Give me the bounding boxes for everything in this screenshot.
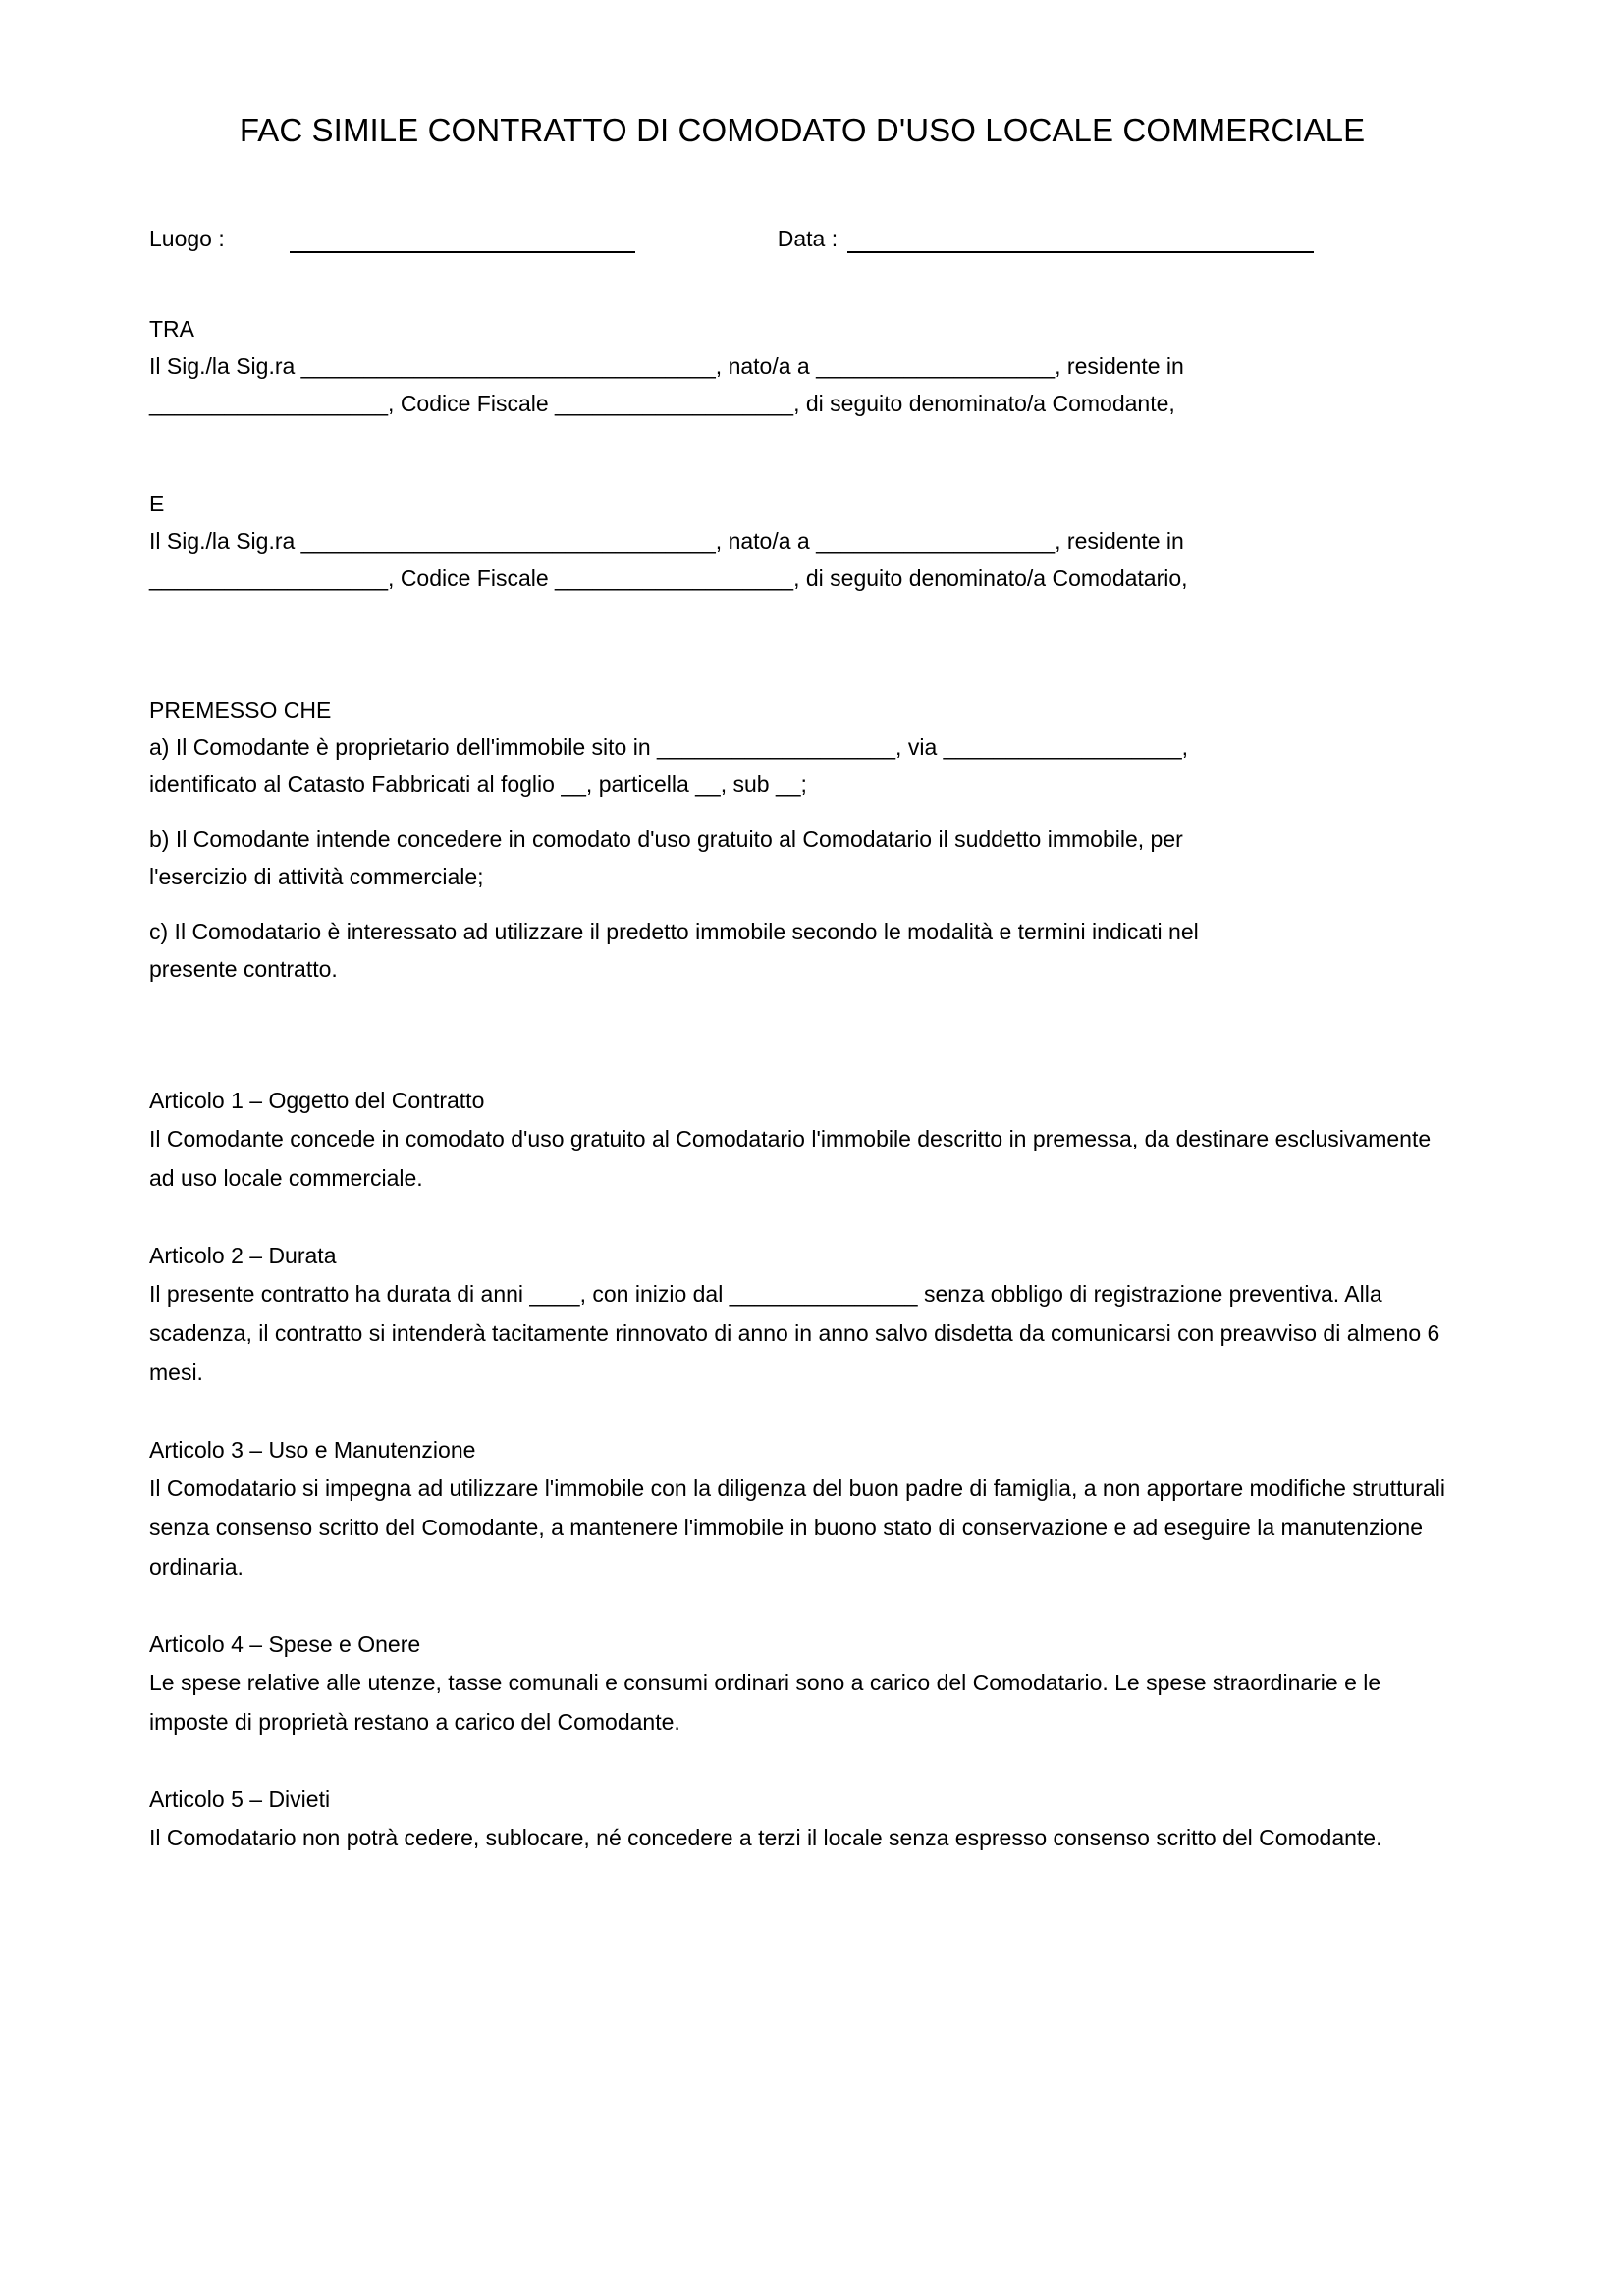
article-5	[149, 1781, 1455, 1857]
premesso-heading: PREMESSO CHE	[149, 697, 332, 722]
data-field[interactable]	[778, 224, 1314, 253]
e-section	[149, 485, 1455, 597]
comodatario-line-2: ___________________, Codice Fiscale ___________________, di seguito denominato/a Comodatario,	[149, 565, 1188, 591]
article-4-heading: Articolo 4 – Spese e Onere	[149, 1631, 421, 1657]
spacer	[149, 1586, 1455, 1626]
luogo-input-rule[interactable]	[290, 230, 635, 253]
page-title: FAC SIMILE CONTRATTO DI COMODATO D'USO LOCALE COMMERCIALE	[239, 112, 1366, 148]
e-label: E	[149, 491, 165, 516]
spacer	[149, 1198, 1455, 1237]
premesso-item-b-line-1: b) Il Comodante intende concedere in comodato d'uso gratuito al Comodatario il suddetto immobile, per	[149, 827, 1183, 852]
article-3-heading: Articolo 3 – Uso e Manutenzione	[149, 1437, 476, 1463]
articles-section	[149, 1082, 1455, 1857]
spacer	[149, 895, 1455, 913]
article-1	[149, 1082, 1455, 1198]
premesso-item-a-line-2: identificato al Catasto Fabbricati al foglio __, particella __, sub __;	[149, 772, 807, 797]
article-5-body: Il Comodatario non potrà cedere, sublocare, né concedere a terzi il locale senza espresso consenso scritto del Comodante.	[149, 1825, 1382, 1850]
article-3	[149, 1431, 1455, 1586]
luogo-field[interactable]	[149, 224, 635, 253]
article-4-body: Le spese relative alle utenze, tasse comunali e consumi ordinari sono a carico del Comodatario. Le spese straordinarie e le imposte di proprietà restano a carico del Comodante.	[149, 1670, 1381, 1735]
article-2-body: Il presente contratto ha durata di anni ____, con inizio dal _______________ senza obbligo di registrazione preventiva. Alla scadenza, il contratto si intenderà tacitamente rinnovato di anno in anno salvo disdetta da comunicarsi con preavviso di almeno 6 mesi.	[149, 1281, 1440, 1385]
tra-section	[149, 310, 1455, 422]
premesso-item-c-line-1: c) Il Comodatario è interessato ad utilizzare il predetto immobile secondo le modalità e termini indicati nel	[149, 919, 1199, 944]
spacer	[149, 1392, 1455, 1431]
spacer	[149, 988, 1455, 1082]
spacer	[149, 597, 1455, 691]
spacer	[149, 1741, 1455, 1781]
premesso-item-b-line-2: l'esercizio di attività commerciale;	[149, 864, 484, 889]
data-label: Data :	[777, 226, 839, 251]
luogo-label: Luogo :	[149, 226, 225, 251]
article-2	[149, 1237, 1455, 1392]
article-2-heading: Articolo 2 – Durata	[149, 1243, 337, 1268]
data-input-rule[interactable]	[847, 230, 1314, 253]
article-5-heading: Articolo 5 – Divieti	[149, 1787, 331, 1812]
comodatario-line-1: Il Sig./la Sig.ra _________________________________, nato/a a ___________________, residente in	[149, 528, 1184, 554]
premesso-item-c-line-2: presente contratto.	[149, 956, 338, 982]
premesso-section	[149, 691, 1455, 988]
article-4	[149, 1626, 1455, 1741]
tra-label: TRA	[149, 316, 194, 342]
header-fields-row	[149, 224, 1455, 253]
article-3-body: Il Comodatario si impegna ad utilizzare l'immobile con la diligenza del buon padre di famiglia, a non apportare modifiche strutturali senza consenso scritto del Comodante, a mantenere l'immobile in buono stato di conservazione e ad eseguire la manutenzione ordinaria.	[149, 1475, 1445, 1579]
comodante-line-2: ___________________, Codice Fiscale ___________________, di seguito denominato/a Comodante,	[149, 391, 1175, 416]
spacer	[149, 803, 1455, 821]
article-1-body: Il Comodante concede in comodato d'uso gratuito al Comodatario l'immobile descritto in premessa, da destinare esclusivamente ad uso locale commerciale.	[149, 1126, 1432, 1191]
article-1-heading: Articolo 1 – Oggetto del Contratto	[149, 1088, 485, 1113]
document-content	[149, 0, 1455, 1857]
comodante-line-1: Il Sig./la Sig.ra _________________________________, nato/a a ___________________, residente in	[149, 353, 1184, 379]
premesso-item-a-line-1: a) Il Comodante è proprietario dell'immobile sito in ___________________, via ___________________,	[149, 734, 1189, 760]
